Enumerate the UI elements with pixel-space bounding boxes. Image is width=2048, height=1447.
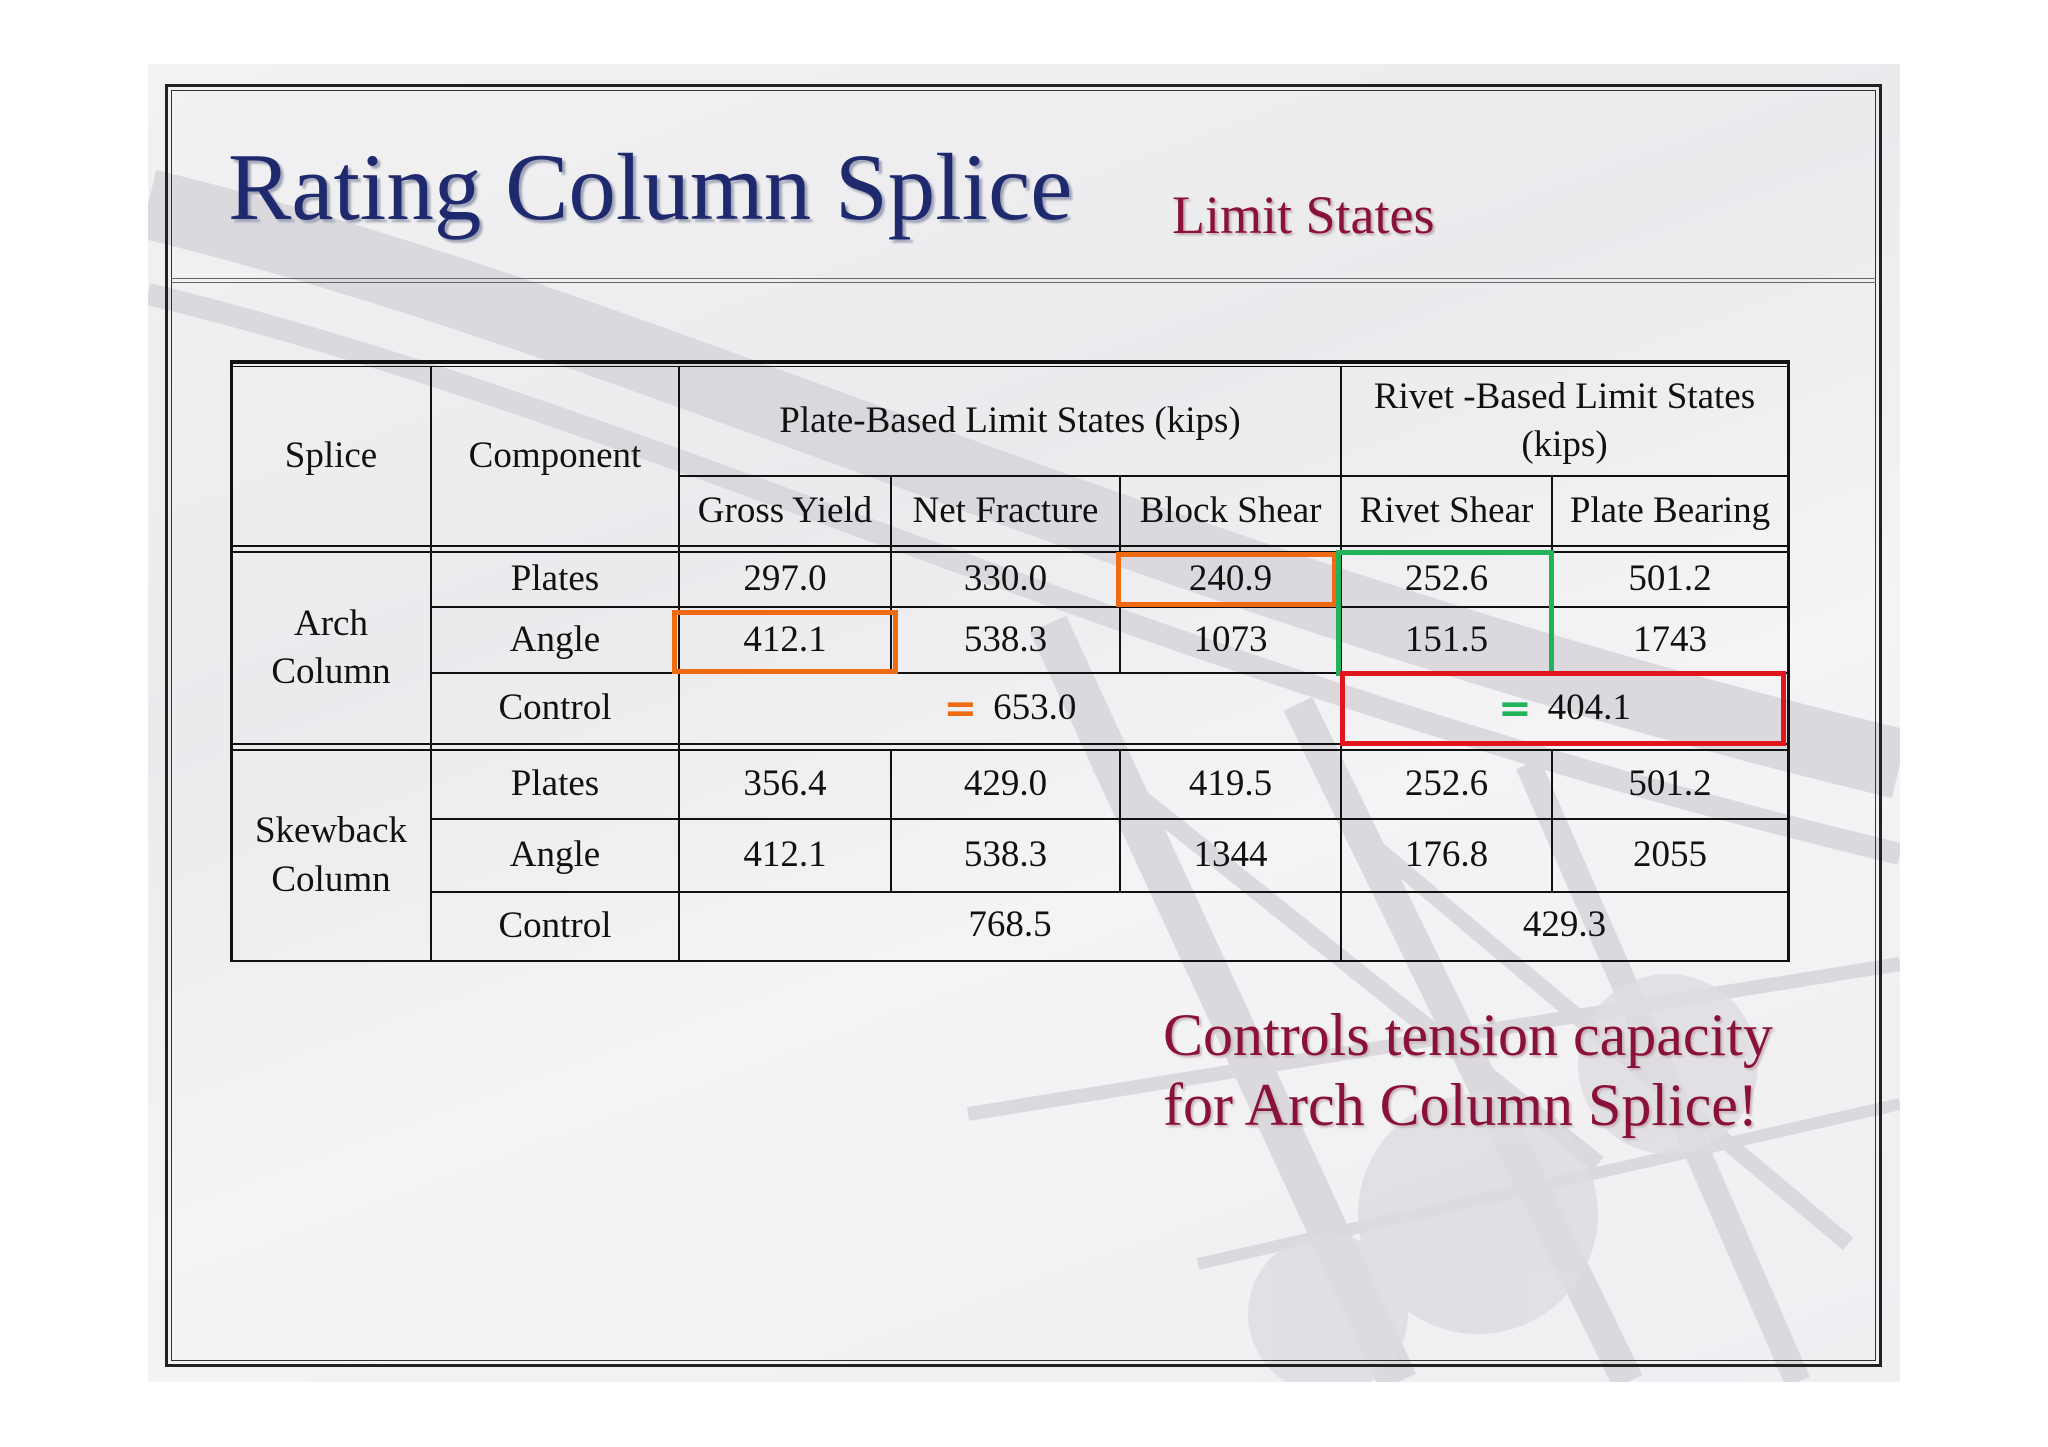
splice-arch-line1: Arch (294, 602, 368, 644)
skewback-angle-component: Angle (509, 834, 601, 876)
skewback-plates-component: Plates (510, 763, 600, 805)
arch-angle-component: Angle (509, 618, 601, 660)
header-component: Component (468, 434, 642, 476)
skewback-control-label: Control (498, 905, 612, 947)
header-splice: Splice (284, 434, 378, 476)
arch-angle-net-fracture: 538.3 (963, 618, 1048, 660)
green-equals-icon: = (1498, 685, 1532, 732)
arch-plates-gross-yield: 297.0 (743, 558, 827, 600)
arch-plates-component: Plates (510, 558, 600, 600)
skewback-control-plate-value: 768.5 (968, 903, 1052, 945)
orange-highlight-block-shear (1116, 552, 1337, 607)
header-rivet-group-line1: Rivet -Based Limit States (1373, 375, 1756, 417)
arch-control-plate (680, 674, 1340, 743)
arch-angle-block-shear: 1073 (1193, 618, 1268, 660)
arch-plates-rivet-shear: 252.6 (1404, 558, 1489, 600)
arch-plates-plate-bearing: 501.2 (1628, 558, 1712, 600)
callout-line2: for Arch Column Splice! (1163, 1072, 1758, 1138)
header-plate-group: Plate-Based Limit States (kips) (779, 399, 1241, 441)
splice-skewback-line2: Column (271, 858, 391, 900)
arch-angle-rivet-shear: 151.5 (1404, 618, 1489, 660)
callout-line1: Controls tension capacity (1163, 1002, 1773, 1068)
red-highlight-rivet-control (1340, 671, 1786, 746)
skewback-plates-rivet-shear: 252.6 (1404, 763, 1489, 805)
header-net-fracture: Net Fracture (912, 489, 1099, 531)
header-rivet-shear: Rivet Shear (1359, 489, 1534, 531)
skewback-angle-plate-bearing: 2055 (1633, 834, 1707, 876)
splice-skewback-line1: Skewback (254, 810, 408, 852)
header-rivet-group (1342, 366, 1787, 476)
skewback-angle-gross-yield: 412.1 (743, 834, 827, 876)
arch-control-rivet-value: 404.1 (1547, 687, 1631, 729)
header-plate-bearing: Plate Bearing (1569, 489, 1771, 531)
header-block-shear: Block Shear (1139, 489, 1322, 531)
orange-equals-icon: = (943, 685, 978, 732)
header-gross-yield: Gross Yield (697, 489, 873, 531)
header-rivet-group-line2: (kips) (1521, 424, 1608, 465)
skewback-angle-block-shear: 1344 (1193, 834, 1268, 876)
skewback-plates-plate-bearing: 501.2 (1628, 763, 1712, 805)
arch-control-label: Control (498, 687, 612, 729)
green-highlight-rivet-shear (1336, 550, 1554, 676)
orange-highlight-gross-yield (672, 610, 898, 674)
arch-control-plate-value: 653.0 (993, 687, 1077, 729)
splice-arch-column (232, 553, 430, 743)
title-divider (171, 278, 1876, 283)
slide-title: Rating Column Splice (228, 134, 1073, 240)
splice-skewback-column (232, 751, 430, 960)
arch-plates-block-shear: 240.9 (1188, 558, 1273, 600)
skewback-angle-rivet-shear: 176.8 (1404, 834, 1489, 876)
skewback-plates-net-fracture: 429.0 (963, 763, 1048, 805)
arch-plates-net-fracture: 330.0 (963, 558, 1048, 600)
skewback-angle-net-fracture: 538.3 (963, 834, 1048, 876)
callout-note (1163, 1000, 1773, 1140)
splice-arch-line2: Column (271, 651, 391, 692)
arch-angle-gross-yield: 412.1 (743, 618, 827, 660)
arch-angle-plate-bearing: 1743 (1633, 618, 1707, 660)
skewback-control-rivet-value: 429.3 (1522, 903, 1607, 945)
skewback-plates-gross-yield: 356.4 (743, 763, 827, 805)
slide-subtitle: Limit States (1172, 185, 1435, 245)
skewback-plates-block-shear: 419.5 (1188, 763, 1273, 805)
